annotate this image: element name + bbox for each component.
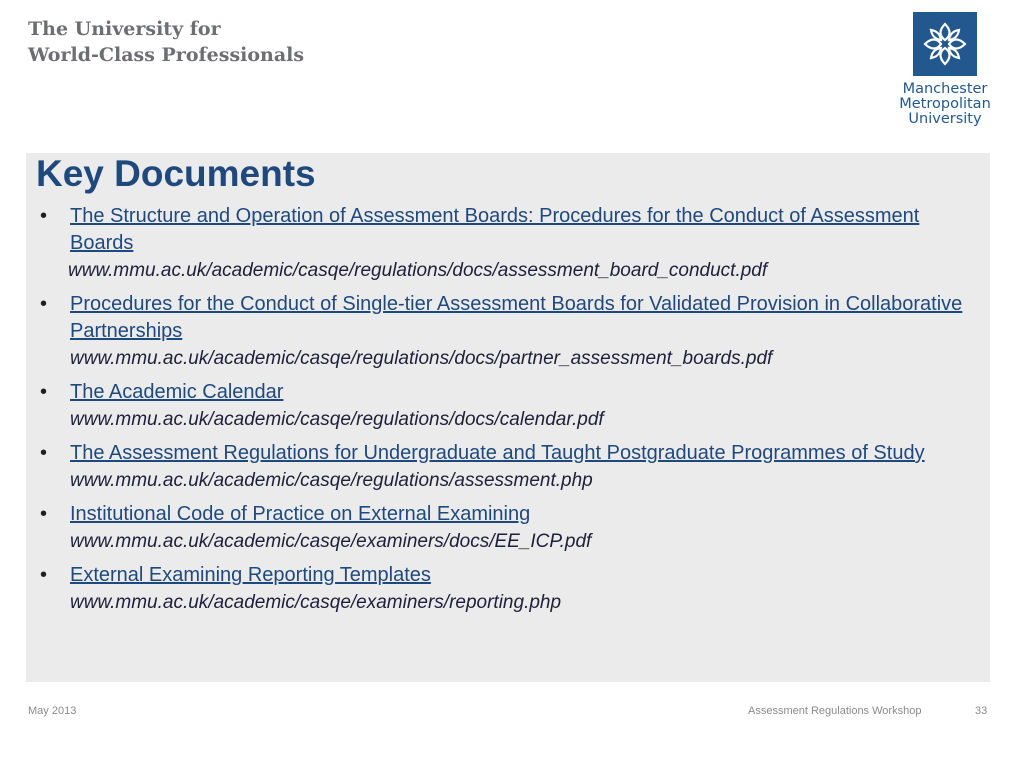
mmu-logo-wordmark	[899, 82, 991, 127]
document-url[interactable]: www.mmu.ac.uk/academic/casqe/regulations/assessment.php	[70, 470, 593, 491]
document-url[interactable]: www.mmu.ac.uk/academic/casqe/regulations/docs/partner_assessment_boards.pdf	[70, 348, 773, 369]
bullet: •	[40, 442, 48, 464]
footer-workshop-title: Assessment Regulations Workshop	[748, 705, 922, 717]
mmu-logo	[890, 12, 1000, 127]
footer-page-number: 33	[975, 705, 988, 717]
document-url[interactable]: www.mmu.ac.uk/academic/casqe/regulations/docs/calendar.pdf	[70, 409, 604, 430]
document-item-2	[36, 291, 986, 372]
bullet: •	[40, 205, 48, 227]
content-panel	[26, 153, 990, 682]
tagline-line-2: World-Class Professionals	[28, 44, 305, 66]
mmu-logo-emblem	[913, 12, 977, 76]
bullet: •	[40, 503, 48, 525]
document-item-3	[36, 379, 986, 433]
logo-line-2: Metropolitan	[899, 96, 991, 112]
document-url[interactable]: www.mmu.ac.uk/academic/casqe/regulations/docs/assessment_board_conduct.pdf	[68, 260, 768, 281]
document-url[interactable]: www.mmu.ac.uk/academic/casqe/examiners/reporting.php	[70, 592, 562, 613]
document-item-4	[36, 440, 986, 494]
logo-line-1: Manchester	[902, 81, 988, 97]
document-item-1	[36, 203, 986, 284]
university-tagline	[28, 16, 304, 68]
document-link-academic-calendar[interactable]: The Academic Calendar	[70, 381, 284, 403]
document-link-reporting-templates[interactable]: External Examining Reporting Templates	[70, 564, 431, 586]
documents-list	[36, 203, 986, 623]
tagline-line-1: The University for	[28, 18, 221, 40]
footer-date: May 2013	[28, 705, 77, 717]
document-link-assessment-boards[interactable]: The Structure and Operation of Assessment Boards: Procedures for the Conduct of Assessment Boards	[70, 205, 920, 254]
document-link-single-tier-boards[interactable]: Procedures for the Conduct of Single-tier Assessment Boards for Validated Provision in Collaborative Partnerships	[70, 293, 963, 342]
document-item-5	[36, 501, 986, 555]
document-link-assessment-regulations[interactable]: The Assessment Regulations for Undergraduate and Taught Postgraduate Programmes of Study	[70, 442, 925, 464]
document-link-external-examining-code[interactable]: Institutional Code of Practice on External Examining	[70, 503, 531, 525]
document-item-6	[36, 562, 986, 616]
bullet: •	[40, 381, 48, 403]
slide-title: Key Documents	[36, 153, 316, 194]
rose-emblem-icon	[919, 18, 971, 70]
bullet: •	[40, 564, 48, 586]
document-url[interactable]: www.mmu.ac.uk/academic/casqe/examiners/docs/EE_ICP.pdf	[70, 531, 592, 552]
bullet: •	[40, 293, 48, 315]
logo-line-3: University	[908, 111, 982, 127]
